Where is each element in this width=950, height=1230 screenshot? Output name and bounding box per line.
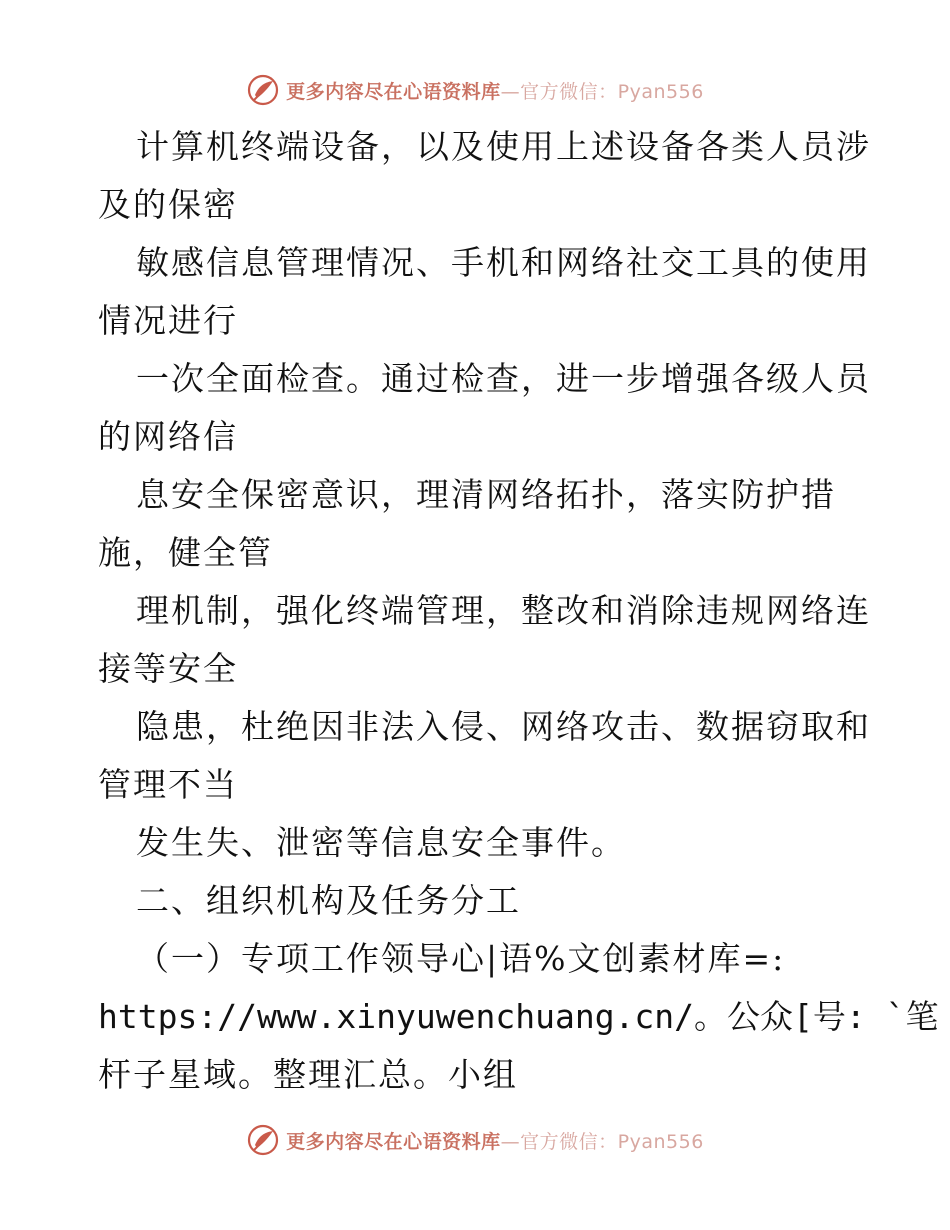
body-line: 管理不当 — [98, 765, 238, 804]
body-line: 及的保密 — [98, 185, 238, 224]
watermark-wechat: 官方微信：Pyan556 — [520, 80, 704, 103]
body-line: 理机制，强化终端管理，整改和消除违规网络连 — [136, 591, 871, 630]
body-line: 一次全面检查。通过检查，进一步增强各级人员 — [136, 359, 871, 398]
watermark-text — [286, 77, 704, 104]
body-line: 计算机终端设备，以及使用上述设备各类人员涉 — [136, 127, 871, 166]
document-body — [98, 118, 939, 1104]
page-header-watermark — [0, 70, 950, 110]
body-line: 施，健全管 — [98, 533, 273, 572]
watermark-text — [286, 1127, 704, 1154]
xinyu-logo-icon — [246, 1123, 280, 1157]
body-line: 息安全保密意识，理清网络拓扑，落实防护措 — [136, 475, 836, 514]
xinyu-logo-icon — [246, 73, 280, 107]
body-line: 杆子星域。整理汇总。小组 — [98, 1055, 518, 1094]
section-heading: 二、组织机构及任务分工 — [136, 881, 521, 920]
body-line: 隐患，杜绝因非法入侵、网络攻击、数据窃取和 — [136, 707, 871, 746]
url-line: https://www.xinyuwenchuang.cn/。公众[号: `笔 — [98, 997, 939, 1036]
page-footer-watermark — [0, 1120, 950, 1160]
subsection-heading: （一）专项工作领导心|语%文创素材库=: — [136, 939, 786, 978]
body-line: 接等安全 — [98, 649, 238, 688]
body-line: 敏感信息管理情况、手机和网络社交工具的使用 — [136, 243, 871, 282]
watermark-wechat: 官方微信：Pyan556 — [520, 1130, 704, 1153]
watermark-dash: — — [500, 1130, 521, 1153]
body-line: 发生失、泄密等信息安全事件。 — [136, 823, 626, 862]
watermark-site: 更多内容尽在心语资料库 — [286, 80, 501, 103]
watermark-dash: — — [500, 80, 521, 103]
watermark-site: 更多内容尽在心语资料库 — [286, 1130, 501, 1153]
body-line: 的网络信 — [98, 417, 238, 456]
body-line: 情况进行 — [98, 301, 238, 340]
